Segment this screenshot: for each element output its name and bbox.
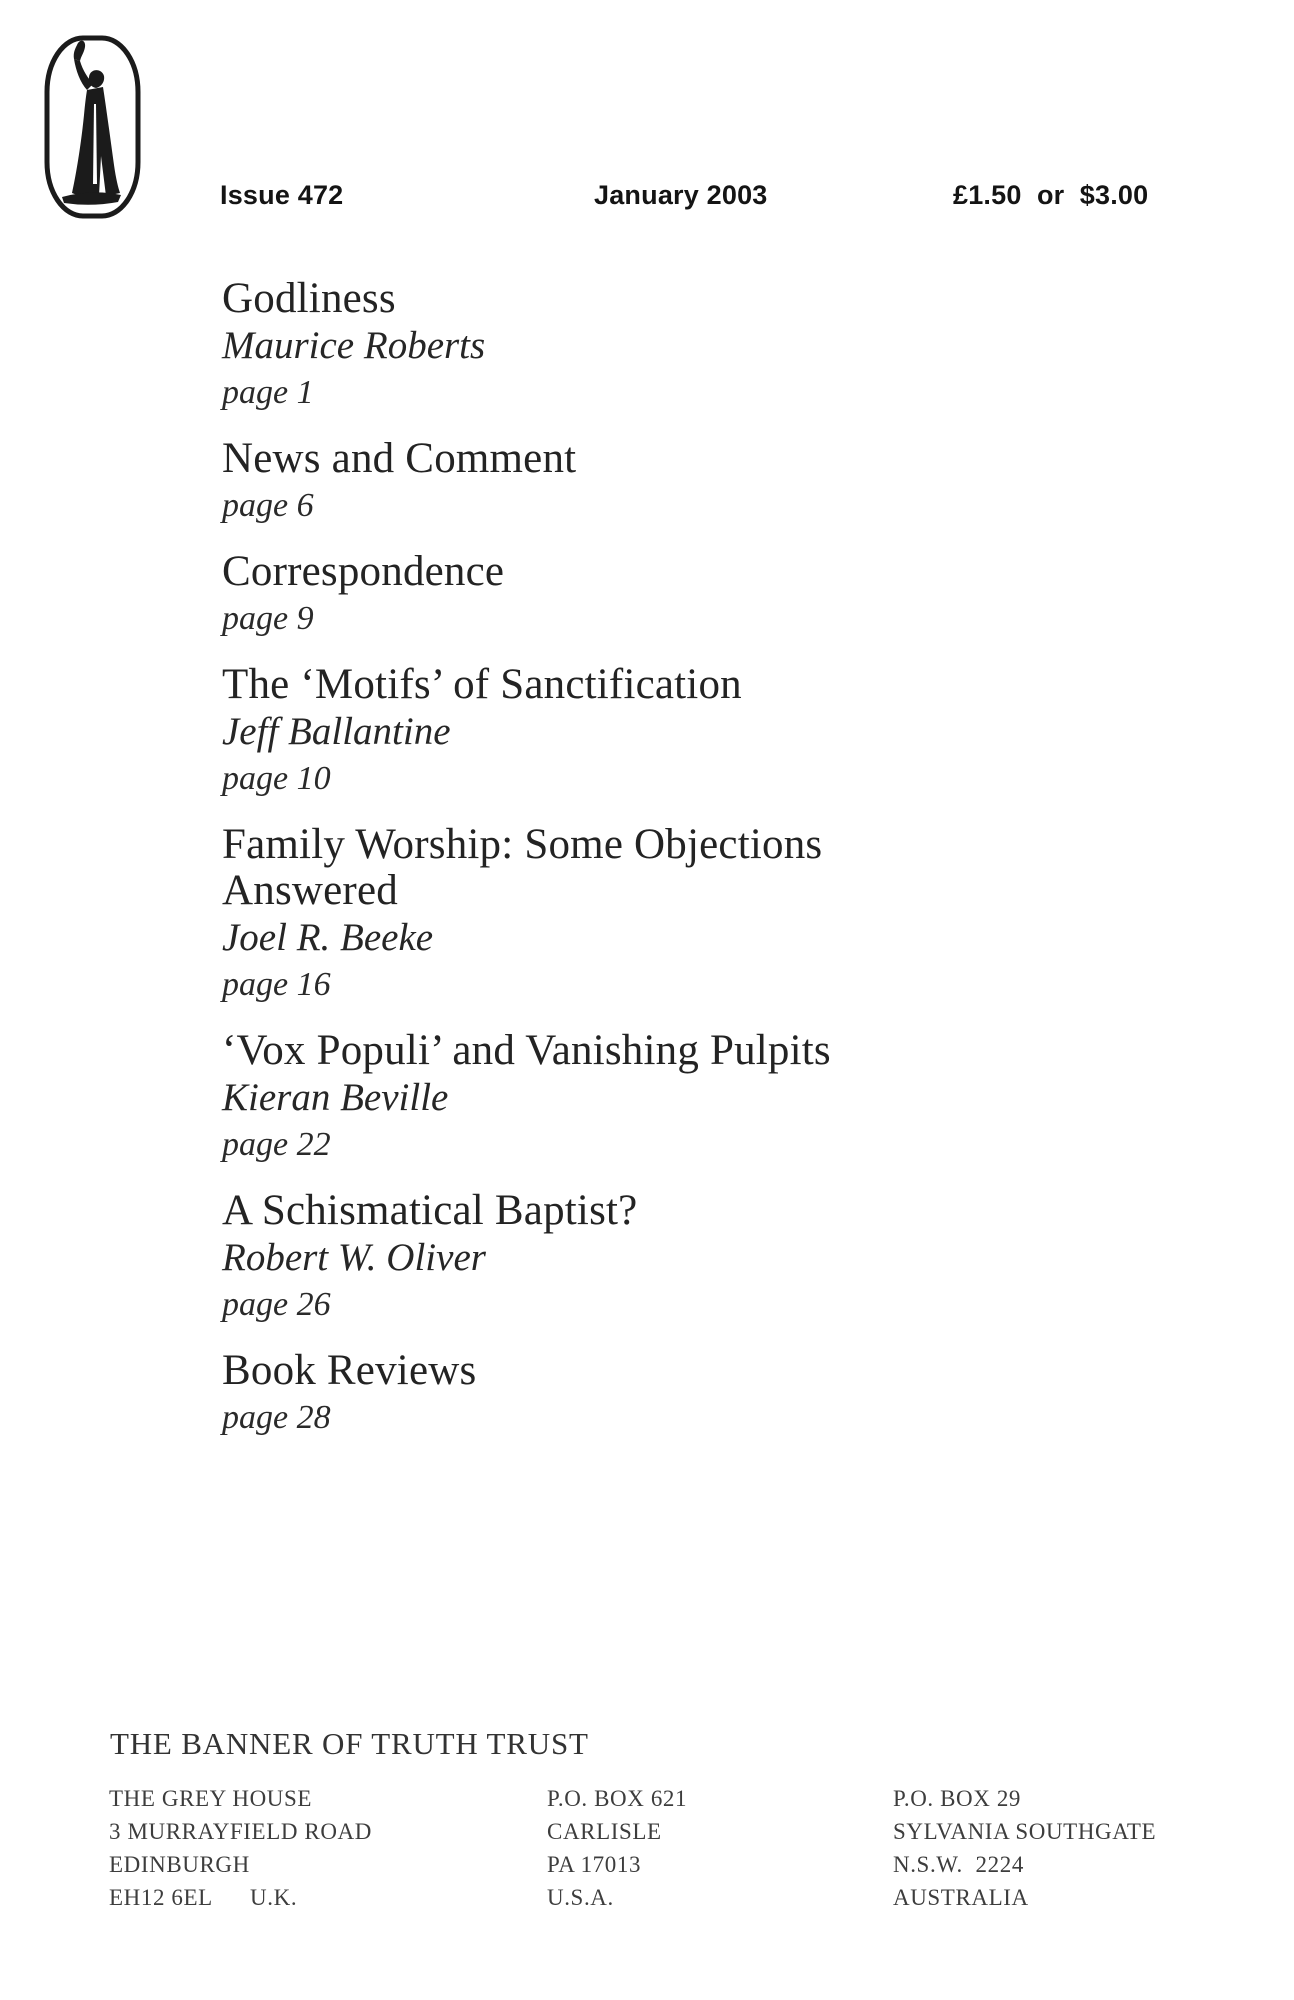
article-author: Joel R. Beeke [222,916,434,959]
toc-entry [222,1188,952,1328]
address-line: THE GREY HOUSE [109,1786,313,1811]
article-author: Maurice Roberts [222,324,486,367]
preacher-icon [43,34,142,220]
article-title: ‘Vox Populi’ and Vanishing Pulpits [222,1027,831,1074]
issue-price: £1.50 or $3.00 [953,180,1149,210]
publisher-name: THE BANNER OF TRUTH TRUST [110,1726,589,1761]
article-page-number: page 22 [222,1126,331,1163]
article-title: A Schismatical Baptist? [222,1187,638,1234]
address-line: 3 MURRAYFIELD ROAD [109,1819,372,1844]
article-page-number: page 10 [222,760,331,797]
address-line: AUSTRALIA [893,1885,1029,1910]
article-author: Jeff Ballantine [222,710,451,753]
toc-entry [222,822,952,1008]
toc-entry [222,1028,952,1168]
issue-number: Issue 472 [220,180,344,210]
issue-date: January 2003 [594,180,768,210]
article-author: Robert W. Oliver [222,1236,486,1279]
address-line: SYLVANIA SOUTHGATE [893,1819,1157,1844]
publisher-address-australia [893,1782,1156,1914]
article-page-number: page 26 [222,1286,331,1323]
toc-entry [222,1348,952,1441]
banner-of-truth-logo [43,34,142,220]
table-of-contents [222,276,952,1461]
address-line: CARLISLE [547,1819,662,1844]
toc-entry [222,276,952,416]
toc-entry [222,436,952,529]
article-title: Correspondence [222,548,505,595]
article-title: Godliness [222,275,396,322]
address-line: EH12 6EL U.K. [109,1885,298,1910]
article-title: Family Worship: Some Objections Answered [222,821,823,914]
article-page-number: page 28 [222,1399,331,1436]
address-line: U.S.A. [547,1885,614,1910]
article-author: Kieran Beville [222,1076,449,1119]
article-title: The ‘Motifs’ of Sanctification [222,661,742,708]
article-page-number: page 1 [222,374,314,411]
address-line: EDINBURGH [109,1852,250,1877]
publisher-address-uk [109,1782,372,1914]
publisher-address-usa [547,1782,687,1914]
article-title: Book Reviews [222,1347,477,1394]
address-line: P.O. BOX 621 [547,1786,688,1811]
toc-entry [222,662,952,802]
address-line: N.S.W. 2224 [893,1852,1024,1877]
address-line: P.O. BOX 29 [893,1786,1022,1811]
article-page-number: page 16 [222,966,331,1003]
address-line: PA 17013 [547,1852,642,1877]
article-title: News and Comment [222,435,577,482]
article-page-number: page 9 [222,600,314,637]
article-page-number: page 6 [222,487,314,524]
toc-entry [222,549,952,642]
